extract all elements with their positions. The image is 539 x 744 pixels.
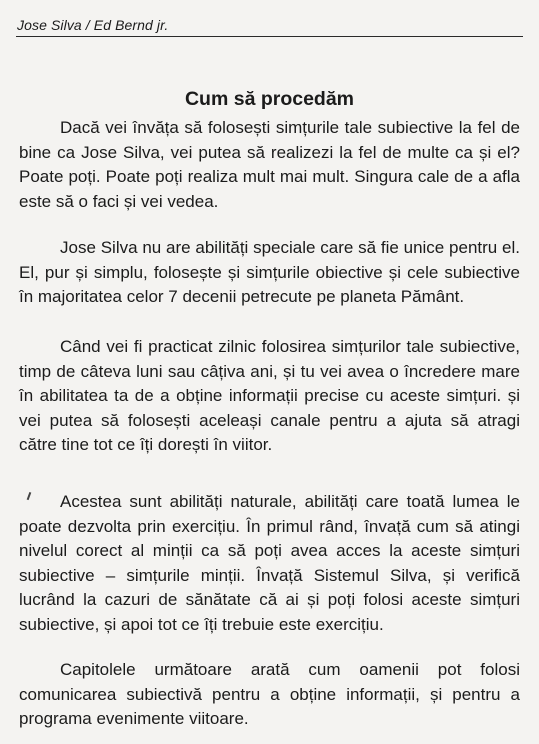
paragraph-2: Jose Silva nu are abilități speciale care să fie unice pentru el. El, pur și simplu, folosește și simțurile obiective și cele subiective în majoritatea celor 7 decenii petrecute pe planeta Pământ. bbox=[19, 238, 520, 307]
header-rule bbox=[16, 36, 523, 37]
paragraph-3: Când vei fi practicat zilnic folosirea simțurilor tale subiective, timp de câteva luni sau câțiva ani, și tu vei avea o încredere mare în abilitatea ta de a obține informații precise cu aceste simțuri. și vei putea să folosești aceleași canale pentru a ajuta să atragi către tine tot ce îți dorești în viitor. bbox=[19, 337, 520, 455]
running-header: Jose Silva / Ed Bernd jr. bbox=[17, 17, 169, 33]
paragraph-4: Acestea sunt abilități naturale, abilități care toată lumea le poate dezvolta prin exercițiu. În primul rând, învață cum să atingi nivelul corect al minții ca să poți avea acces la aceste simțuri subiective – simțurile minții. Învață Sistemul Silva, și verifică lucrând la cazuri de sănătate că ai și poți folosi aceste simțuri subiective, și apoi tot ce îți trebuie este exercițiu. bbox=[19, 492, 520, 634]
paragraph-1: Dacă vei învăța să folosești simțurile tale subiective la fel de bine ca Jose Silva, vei putea să realizezi la fel de multe ca și el? Poate poți. Poate poți realiza mult mai mult. Singura cale de a afla este să o faci și vei vedea. bbox=[19, 118, 520, 211]
paragraph-5: Capitolele următoare arată cum oamenii pot folosi comunicarea subiectivă pentru a obține informații, și pentru a programa evenimente viitoare. bbox=[19, 660, 520, 729]
section-title: Cum să procedăm bbox=[184, 88, 355, 111]
